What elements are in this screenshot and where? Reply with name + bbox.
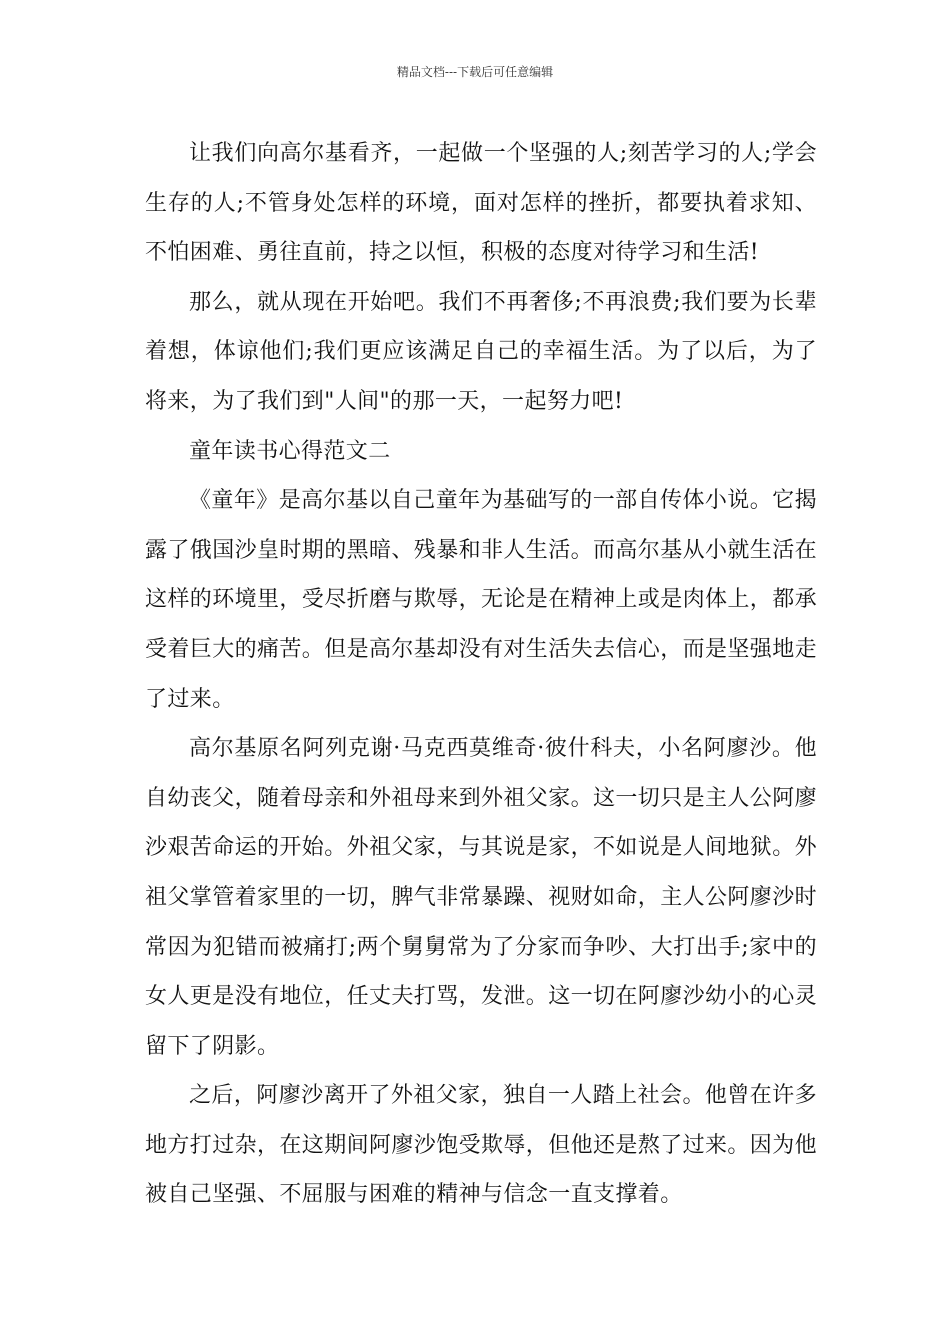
paragraph: 《童年》是高尔基以自己童年为基础写的一部自传体小说。它揭露了俄国沙皇时期的黑暗、残暴和非人生活。而高尔基从小就生活在这样的环境里，受尽折磨与欺辱，无论是在精神上或是肉体上，都承受着巨大的痛苦。但是高尔基却没有对生活失去信心，而是坚强地走了过来。 xyxy=(145,488,818,712)
paragraph: 让我们向高尔基看齐，一起做一个坚强的人;刻苦学习的人;学会生存的人;不管身处怎样的环境，面对怎样的挫折，都要执着求知、不怕困难、勇往直前，持之以恒，积极的态度对待学习和生活! xyxy=(145,141,817,266)
section-heading: 童年读书心得范文二 xyxy=(189,438,391,464)
document-body xyxy=(145,129,817,1220)
paragraph: 之后，阿廖沙离开了外祖父家，独自一人踏上社会。他曾在许多地方打过杂，在这期间阿廖沙饱受欺辱，但他还是熬了过来。因为他被自己坚强、不屈服与困难的精神与信念一直支撑着。 xyxy=(145,1083,818,1208)
page-header: 精品文档---下载后可任意编辑 xyxy=(396,65,554,79)
paragraph: 高尔基原名阿列克谢·马克西莫维奇·彼什科夫，小名阿廖沙。他自幼丧父，随着母亲和外祖母来到外祖父家。这一切只是主人公阿廖沙艰苦命运的开始。外祖父家，与其说是家，不如说是人间地狱。外祖父掌管着家里的一切，脾气非常暴躁、视财如命，主人公阿廖沙时常因为犯错而被痛打;两个舅舅常为了分家而争吵、大打出手;家中的女人更是没有地位，任丈夫打骂，发泄。这一切在阿廖沙幼小的心灵留下了阴影。 xyxy=(145,736,818,1059)
paragraph: 那么，就从现在开始吧。我们不再奢侈;不再浪费;我们要为长辈着想，体谅他们;我们更应该满足自己的幸福生活。为了以后，为了将来，为了我们到"人间"的那一天，一起努力吧! xyxy=(145,289,817,414)
